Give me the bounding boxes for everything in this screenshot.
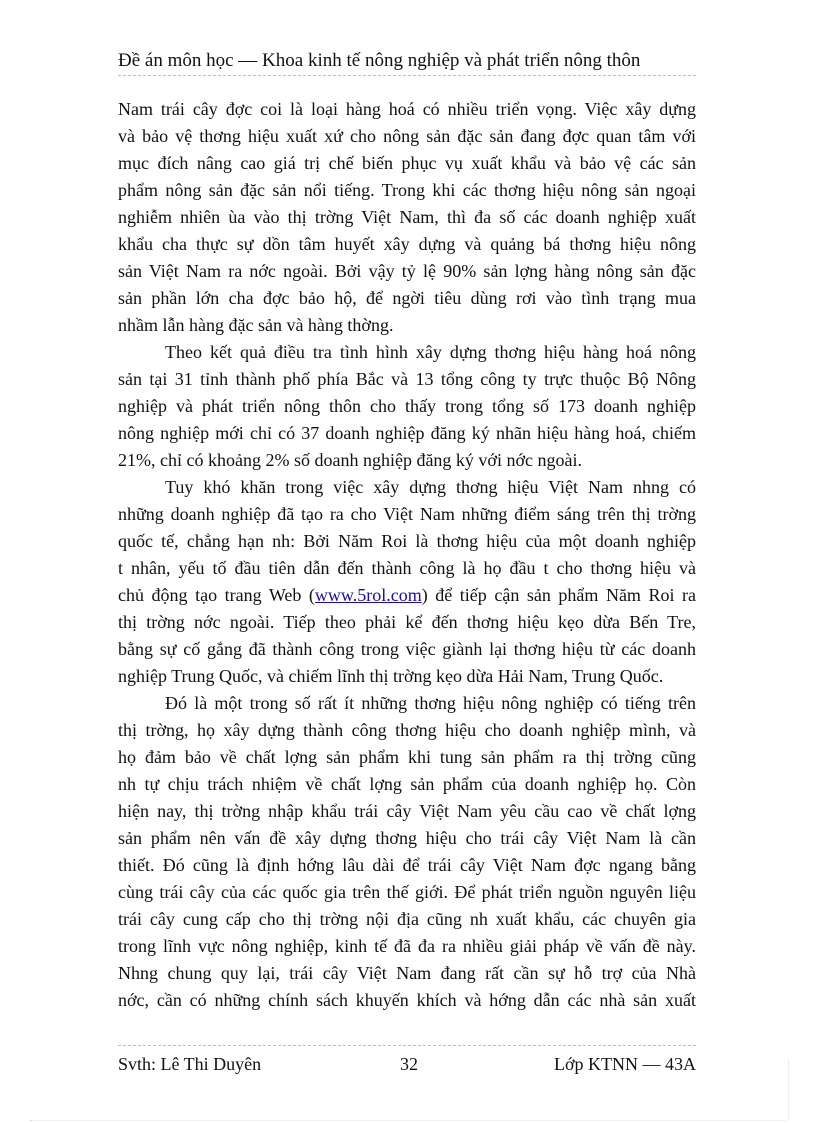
link-after-text: ) để tiếp cận sản phẩm Năm Roi ra: [421, 585, 697, 605]
footer-author: Svth: Lê Thi Duyên: [118, 1054, 262, 1074]
text-line: khẩu cha thực sự dồn tâm huyết xây dựng và quảng bá thơng hiệu nông: [118, 234, 696, 254]
text-line: họ đảm bảo về chất lợng sản phẩm khi tung sản phẩm ra thị trờng cũng: [118, 747, 696, 767]
text-line: thị trờng, họ xây dựng thành công thơng hiệu cho doanh nghiệp mình, và: [118, 720, 696, 740]
text-line: sản tại 31 tỉnh thành phố phía Bắc và 13 tổng công ty trực thuộc Bộ Nông: [118, 369, 696, 389]
text-line: hiện nay, thị trờng nhập khẩu trái cây Việt Nam yêu cầu cao về chất lợng: [118, 801, 696, 821]
text-line: Theo kết quả điều tra tình hình xây dựng thơng hiệu hàng hoá nông: [165, 342, 696, 362]
text-line: sản phẩm nên vấn đề xây dựng thơng hiệu cho trái cây Việt Nam là cần: [118, 828, 696, 848]
text-line: Nam trái cây đợc coi là loại hàng hoá có nhiều triển vọng. Việc xây dựng: [118, 99, 696, 119]
text-line: nông nghiệp mới chỉ có 37 doanh nghiệp đăng ký nhãn hiệu hàng hoá, chiếm: [118, 423, 696, 443]
text-line: nghiệp và phát triển nông thôn cho thấy trong tổng số 173 doanh nghiệp: [118, 396, 696, 416]
page-header: Đề án môn học — Khoa kinh tế nông nghiệp và phát triển nông thôn: [118, 50, 641, 71]
text-line: sản phần lớn cha đợc bảo hộ, để ngời tiêu dùng rơi vào tình trạng mua: [118, 288, 696, 308]
text-line: quốc tế, chẳng hạn nh: Bởi Năm Roi là thơng hiệu của một doanh nghiệp: [118, 531, 696, 551]
text-line: phẩm nông sản đặc sản nổi tiếng. Trong khi các thơng hiệu nông sản ngoại: [118, 180, 696, 200]
footer-class: Lớp KTNN — 43A: [553, 1054, 696, 1074]
text-line: trong lĩnh vực nông nghiệp, kinh tế đã đa ra nhiều giải pháp về vấn đề này.: [118, 936, 696, 956]
page-side-rule: [788, 1060, 789, 1120]
header-rule: [118, 75, 696, 76]
page-bottom-rule: [30, 1120, 786, 1121]
text-line: Tuy khó khăn trong việc xây dựng thơng hiệu Việt Nam nhng có: [165, 477, 696, 497]
text-line: nghiệp Trung Quốc, và chiếm lĩnh thị trờng kẹo dừa Hải Nam, Trung Quốc.: [118, 666, 664, 686]
website-link[interactable]: www.5rol.com: [314, 585, 422, 605]
text-line: nhầm lẫn hàng đặc sản và hàng thờng.: [118, 315, 394, 335]
link-before-text: chủ động tạo trang Web (: [118, 585, 315, 605]
text-line: thị trờng nớc ngoài. Tiếp theo phải kể đến thơng hiệu kẹo dừa Bến Tre,: [118, 612, 696, 632]
text-line: bằng sự cố gắng đã thành công trong việc giành lại thơng hiệu từ các doanh: [118, 639, 696, 659]
text-line: nớc, cần có những chính sách khuyến khích và hớng dẫn các nhà sản xuất: [118, 990, 696, 1010]
text-line: những doanh nghiệp đã tạo ra cho Việt Nam những điểm sáng trên thị trờng: [118, 504, 696, 524]
text-line: nh tự chịu trách nhiệm về chất lợng sản phẩm của doanh nghiệp họ. Còn: [118, 774, 696, 794]
body-text: [118, 96, 696, 1014]
page-number: 32: [400, 1054, 418, 1074]
text-line: mục đích nâng cao giá trị chế biến phục vụ xuất khẩu và bảo vệ các sản: [118, 153, 696, 173]
text-line: t nhân, yếu tố đầu tiên dẫn đến thành công là họ đầu t cho thơng hiệu và: [118, 558, 696, 578]
text-line-with-link: [118, 582, 696, 609]
footer-rule: [118, 1045, 696, 1046]
text-line: Nhng chung quy lại, trái cây Việt Nam đang rất cần sự hỗ trợ của Nhà: [118, 963, 696, 983]
text-line: và bảo vệ thơng hiệu xuất xứ cho nông sản đặc sản đang đợc quan tâm với: [118, 126, 696, 146]
text-line: sản Việt Nam ra nớc ngoài. Bởi vậy tỷ lệ 90% sản lợng hàng nông sản đặc: [118, 261, 696, 281]
text-line: Đó là một trong số rất ít những thơng hiệu nông nghiệp có tiếng trên: [165, 693, 696, 713]
text-line: nghiễm nhiên ùa vào thị trờng Việt Nam, thì đa số các doanh nghiệp xuất: [118, 207, 696, 227]
text-line: 21%, chỉ có khoảng 2% số doanh nghiệp đăng ký với nớc ngoài.: [118, 450, 582, 470]
text-line: cùng trái cây của các quốc gia trên thế giới. Để phát triển nguồn nguyên liệu: [118, 882, 696, 902]
text-line: trái cây cung cấp cho thị trờng nội địa cũng nh xuất khẩu, các chuyên gia: [118, 909, 696, 929]
text-line: thiết. Đó cũng là định hớng lâu dài để trái cây Việt Nam đợc ngang bằng: [118, 855, 696, 875]
